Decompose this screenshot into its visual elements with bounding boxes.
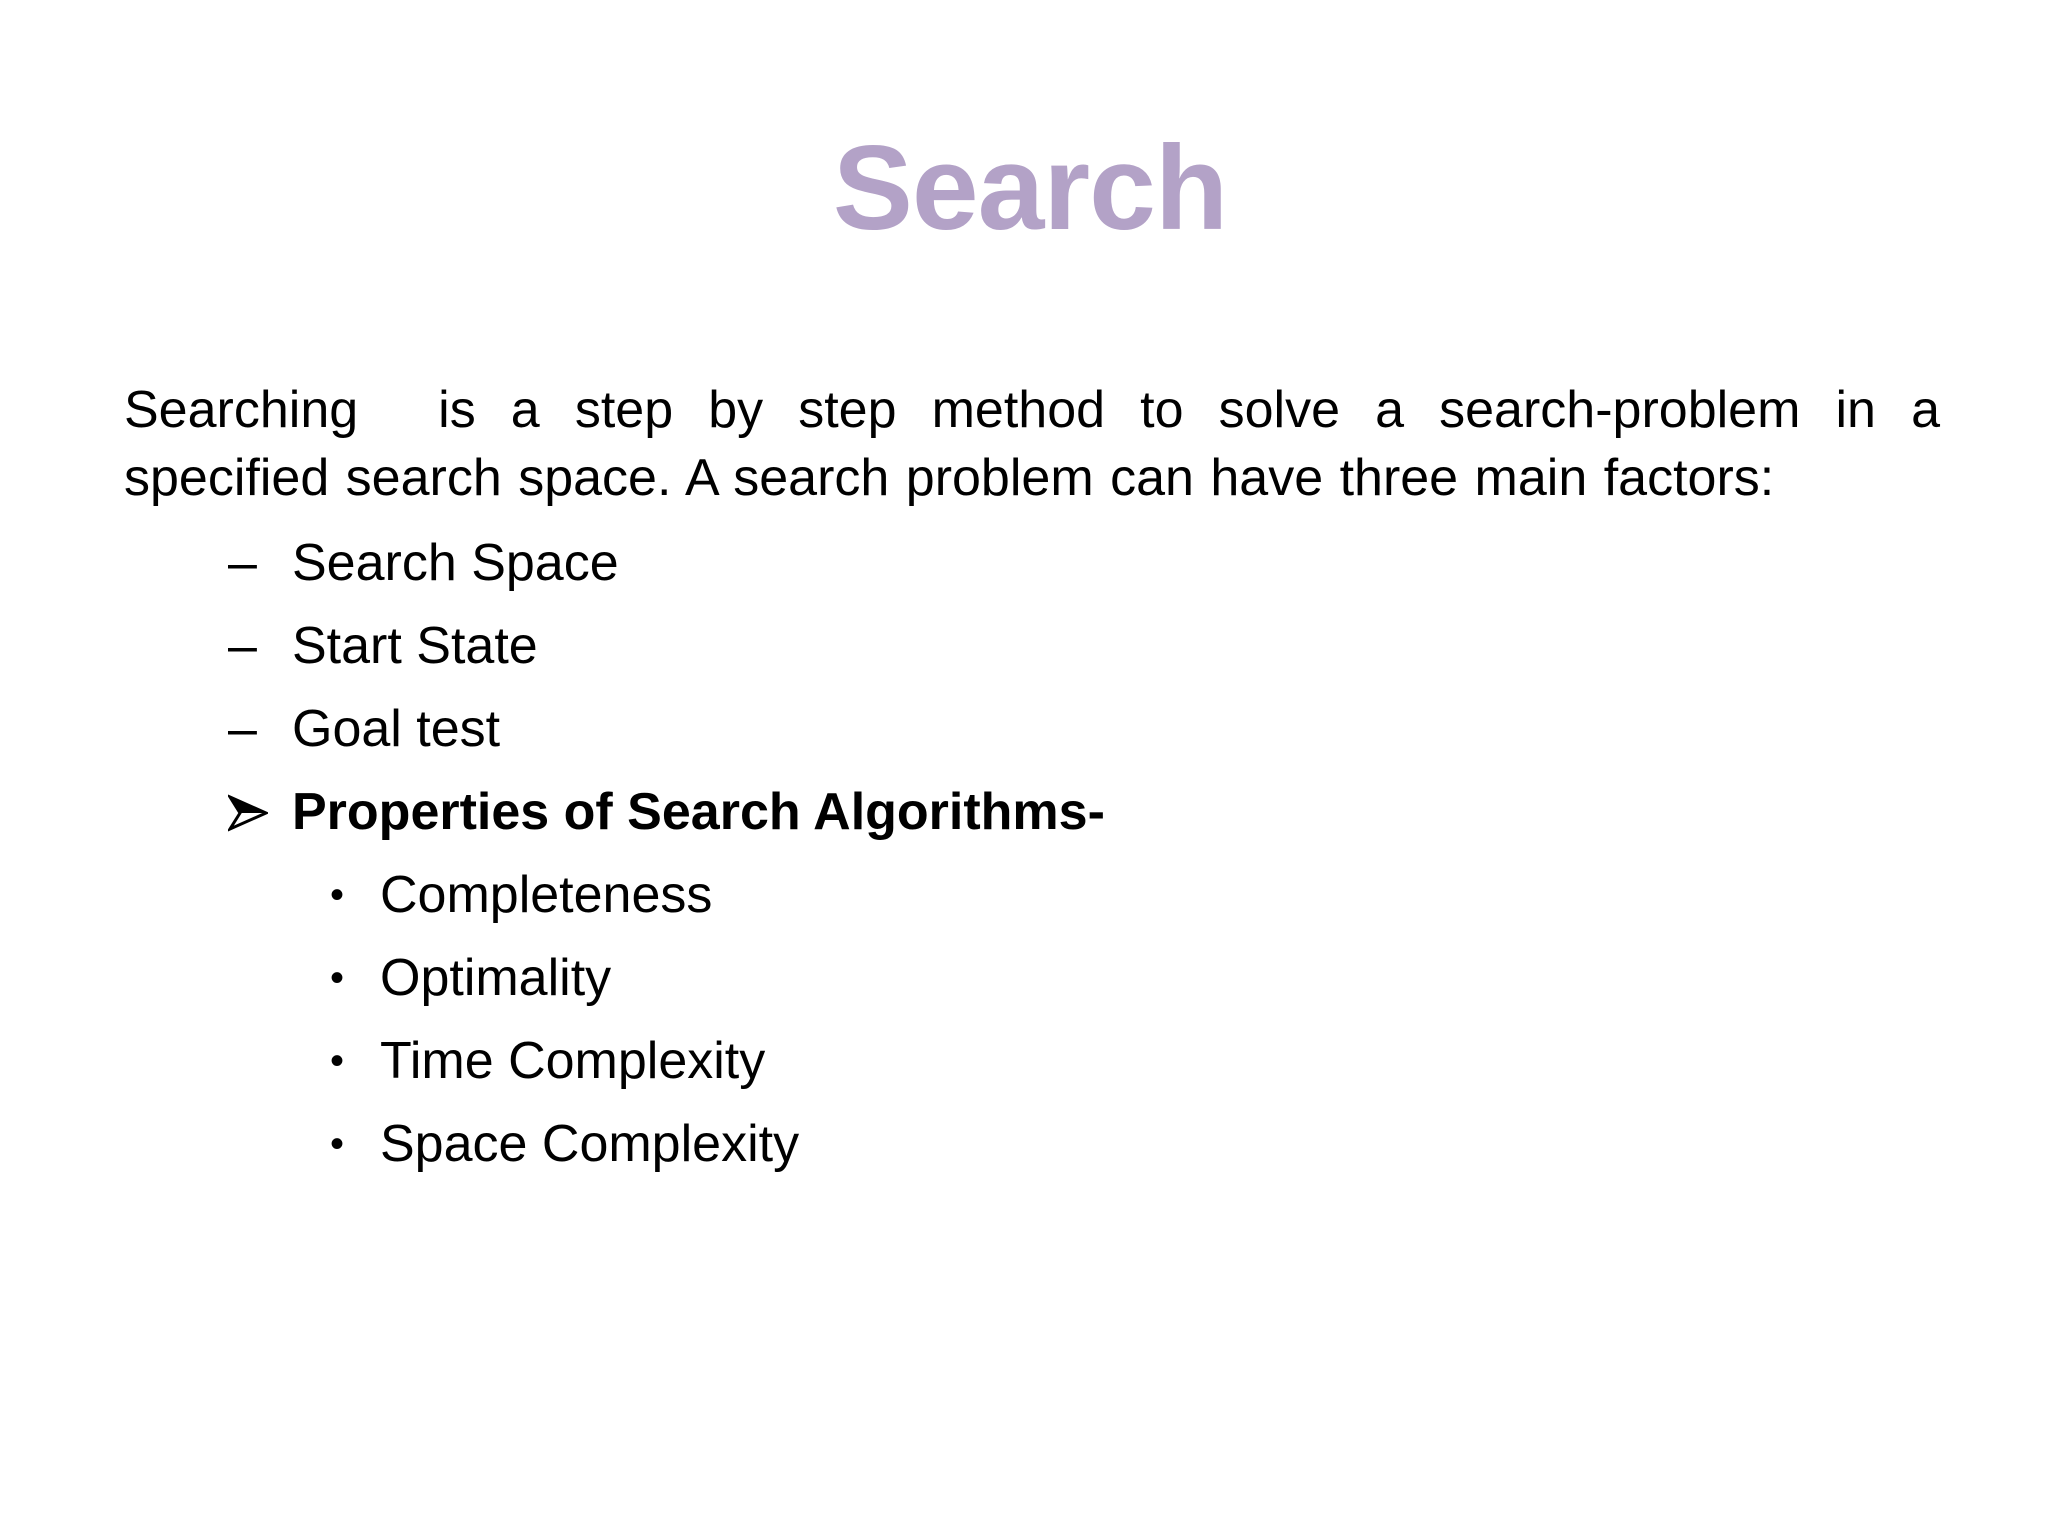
dash-bullet: – <box>228 617 257 675</box>
dash-bullet: – <box>228 534 257 592</box>
factor-label: Start State <box>292 617 538 675</box>
property-label: Completeness <box>380 866 713 924</box>
dot-bullet: • <box>330 956 345 1000</box>
dot-bullet: • <box>330 1039 345 1083</box>
factor-label: Goal test <box>292 700 501 758</box>
properties-heading: Properties of Search Algorithms- <box>292 783 1105 841</box>
factor-label: Search Space <box>292 534 619 592</box>
arrow-bullet-icon <box>228 777 268 833</box>
property-label: Space Complexity <box>380 1115 800 1173</box>
property-label: Time Complexity <box>380 1032 766 1090</box>
dot-bullet: • <box>330 873 345 917</box>
slide-title: Search <box>832 121 1228 255</box>
property-label: Optimality <box>380 949 612 1007</box>
intro-paragraph <box>124 376 1940 512</box>
intro-keyword: Searching <box>124 381 359 439</box>
dot-bullet: • <box>330 1122 345 1166</box>
intro-text: is a step by step method to solve a search-problem in a specified search space. A search problem can have three main factors: <box>124 381 1940 507</box>
dash-bullet: – <box>228 700 257 758</box>
